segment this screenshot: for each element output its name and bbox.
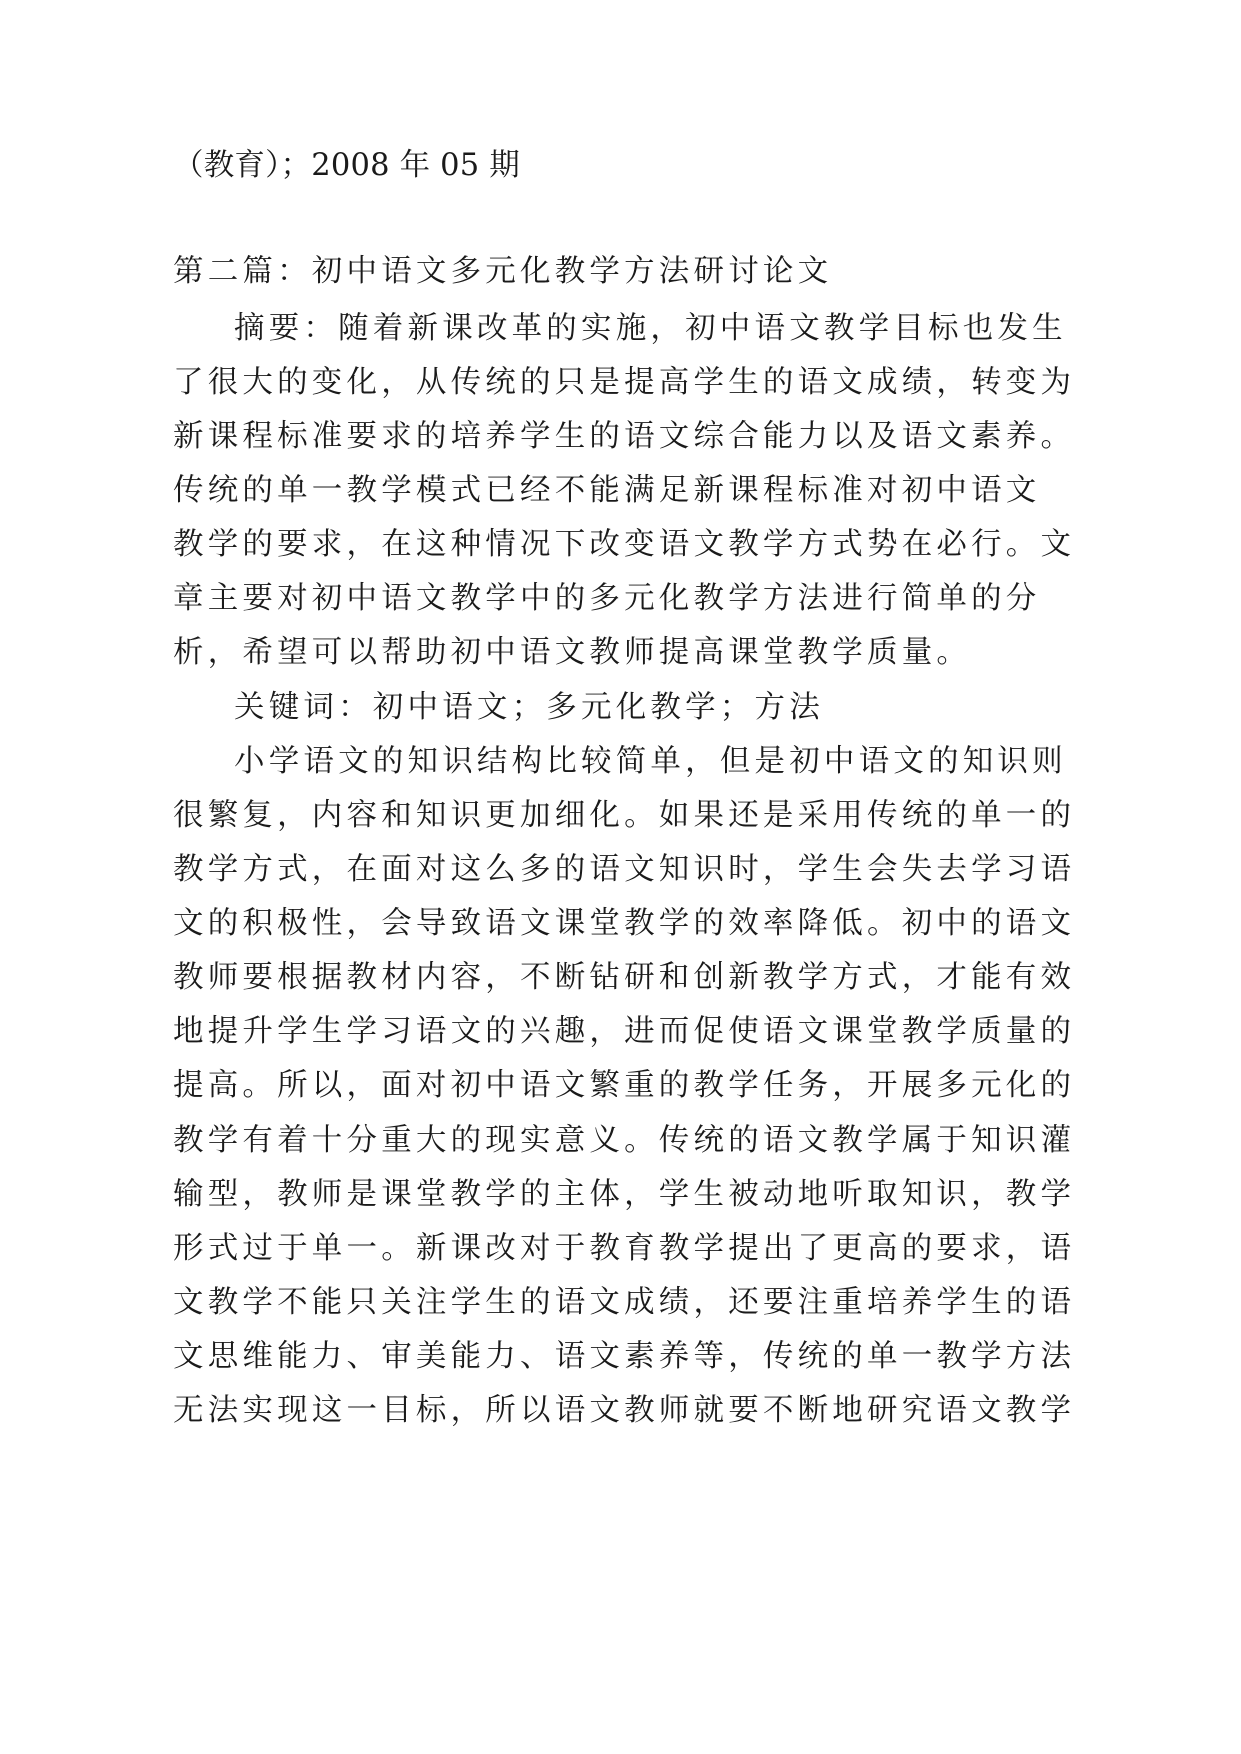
abstract-line: 章主要对初中语文教学中的多元化教学方法进行简单的分 [173,581,1041,616]
abstract-line: 析，希望可以帮助初中语文教师提高课堂教学质量。 [173,635,972,670]
body-line: 文教学不能只关注学生的语文成绩，还要注重培养学生的语 [173,1285,1076,1320]
section-title: 第二篇：初中语文多元化教学方法研讨论文 [173,254,833,289]
abstract-line: 摘要：随着新课改革的实施，初中语文教学目标也发生 [234,311,1067,346]
body-line: 无法实现这一目标，所以语文教师就要不断地研究语文教学 [173,1393,1076,1428]
body-line: 形式过于单一。新课改对于教育教学提出了更高的要求，语 [173,1231,1076,1266]
body-line: 输型，教师是课堂教学的主体，学生被动地听取知识，教学 [173,1177,1076,1212]
body-line: 文的积极性，会导致语文课堂教学的效率降低。初中的语文 [173,906,1076,941]
body-line: 教学有着十分重大的现实意义。传统的语文教学属于知识灌 [173,1123,1076,1158]
body-line: 提高。所以，面对初中语文繁重的教学任务，开展多元化的 [173,1068,1076,1103]
body-line: 教师要根据教材内容，不断钻研和创新教学方式，才能有效 [173,960,1076,995]
abstract-line: 传统的单一教学模式已经不能满足新课程标准对初中语文 [173,473,1041,508]
abstract-line: 了很大的变化，从传统的只是提高学生的语文成绩，转变为 [173,365,1076,400]
abstract-line: 新课程标准要求的培养学生的语文综合能力以及语文素养。 [173,419,1076,454]
body-line: 地提升学生学习语文的兴趣，进而促使语文课堂教学质量的 [173,1014,1076,1049]
body-line: 很繁复，内容和知识更加细化。如果还是采用传统的单一的 [173,798,1076,833]
keywords-line: 关键词：初中语文；多元化教学；方法 [234,690,824,725]
abstract-line: 教学的要求，在这种情况下改变语文教学方式势在必行。文 [173,527,1076,562]
body-line: 小学语文的知识结构比较简单，但是初中语文的知识则 [234,744,1067,779]
body-line: 文思维能力、审美能力、语文素养等，传统的单一教学方法 [173,1339,1076,1374]
body-line: 教学方式，在面对这么多的语文知识时，学生会失去学习语 [173,852,1076,887]
reference-tail: （教育）；2008 年 05 期 [173,148,520,183]
